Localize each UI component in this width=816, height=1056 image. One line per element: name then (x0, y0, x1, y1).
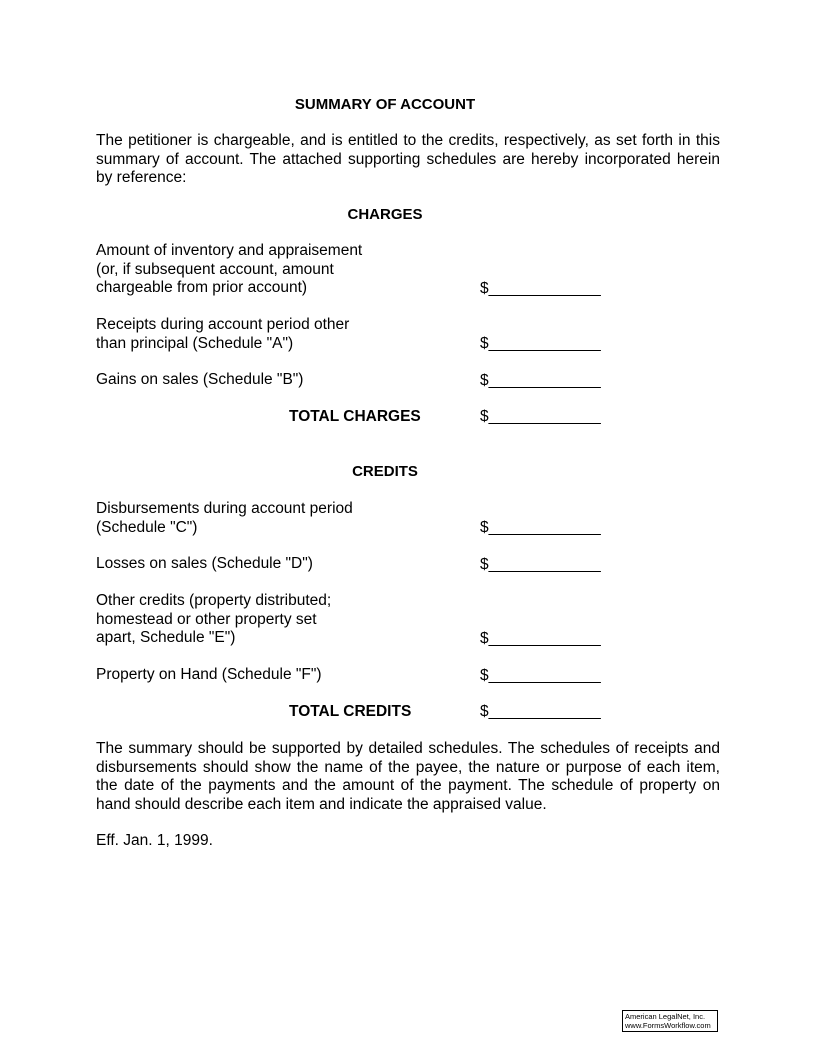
document-title: SUMMARY OF ACCOUNT (294, 96, 476, 113)
credit-item-losses (96, 555, 616, 574)
credit-item-property (96, 666, 616, 685)
credit-item-description: Property on Hand (Schedule "F") (96, 666, 322, 683)
charge-item-amount-blank[interactable]: $_____________ (480, 371, 601, 389)
total-charges-label: TOTAL CHARGES (289, 408, 421, 425)
credit-item-description: Losses on sales (Schedule "D") (96, 555, 313, 572)
publisher-name: American LegalNet, Inc. (625, 1012, 706, 1021)
charge-item-description: Receipts during account period other than principal (Schedule "A") (96, 316, 350, 352)
publisher-footer (622, 1010, 718, 1032)
effective-date: Eff. Jan. 1, 1999. (96, 832, 213, 849)
publisher-url[interactable]: www.FormsWorkflow.com (625, 1021, 711, 1030)
total-credits-amount-blank[interactable]: $_____________ (480, 703, 601, 720)
total-credits-label: TOTAL CREDITS (289, 703, 412, 720)
credit-item-disbursements (96, 500, 616, 537)
credit-item-other (96, 592, 616, 648)
charges-heading: CHARGES (347, 206, 423, 223)
charge-item-description: Amount of inventory and appraisement (or, if subsequent account, amount chargeable from prior account) (96, 242, 363, 296)
credit-item-description: Disbursements during account period (Schedule "C") (96, 500, 353, 536)
credits-heading: CREDITS (352, 463, 418, 480)
credit-item-amount-blank[interactable]: $_____________ (480, 555, 601, 573)
total-charges-amount-blank[interactable]: $_____________ (480, 408, 601, 425)
credit-item-amount-blank[interactable]: $_____________ (480, 666, 601, 684)
intro-paragraph: The petitioner is chargeable, and is entitled to the credits, respectively, as set forth in this summary of account. The attached supporting schedules are hereby incorporated herein by reference: (96, 132, 720, 186)
charge-item-description: Gains on sales (Schedule "B") (96, 371, 304, 388)
credit-item-description: Other credits (property distributed; homestead or other property set apart, Schedule "E") (96, 592, 332, 646)
note-paragraph: The summary should be supported by detailed schedules. The schedules of receipts and disbursements should show the name of the payee, the nature or purpose of each item, the date of the payments and the amount of the payment. The schedule of property on hand should describe each item and indicate the appraised value. (96, 740, 720, 813)
credit-item-amount-blank[interactable]: $_____________ (480, 518, 601, 536)
charge-item-inventory (96, 242, 616, 298)
charge-item-gains (96, 371, 616, 390)
credit-item-amount-blank[interactable]: $_____________ (480, 629, 601, 647)
charge-item-amount-blank[interactable]: $_____________ (480, 334, 601, 352)
charge-item-receipts (96, 316, 616, 353)
charge-item-amount-blank[interactable]: $_____________ (480, 279, 601, 297)
